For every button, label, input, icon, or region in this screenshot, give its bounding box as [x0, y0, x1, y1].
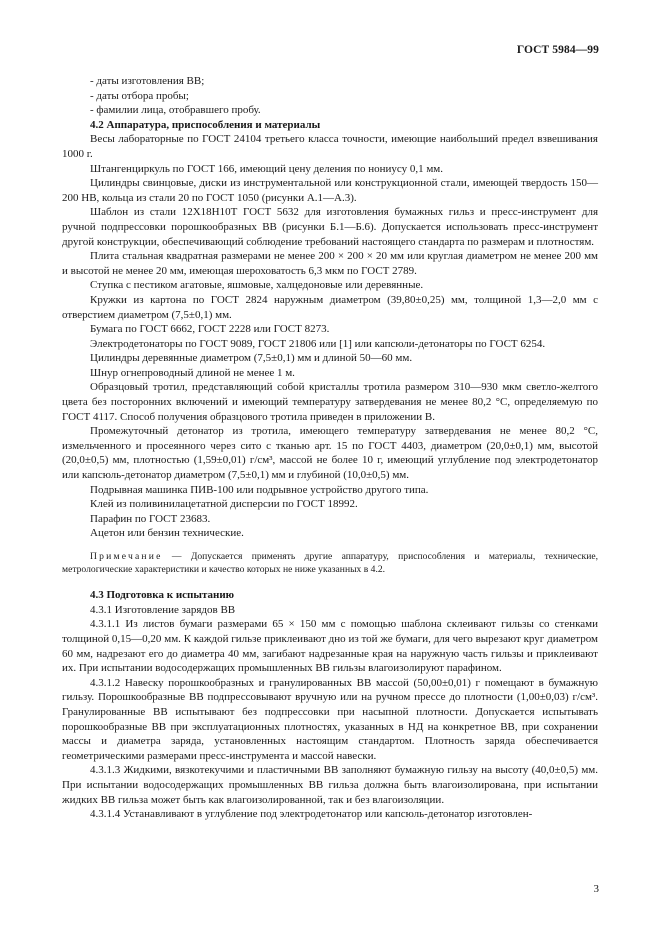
paragraph: Парафин по ГОСТ 23683. — [90, 512, 211, 525]
paragraph: Цилиндры свинцовые, диски из инструментальной или конструкционной стали, имеющей твердость 150—200 НВ, кольца из стали 20 по ГОСТ 1050 (рисунки А.1—А.3). — [62, 177, 598, 204]
standard-code-header: ГОСТ 5984—99 — [516, 44, 599, 56]
section-heading-4-3: 4.3 Подготовка к испытанию — [90, 589, 235, 602]
section-heading-4-2: 4.2 Аппаратура, приспособления и материалы — [90, 118, 321, 131]
subsection-heading: 4.3.1 Изготовление зарядов ВВ — [90, 603, 236, 616]
document-body — [62, 74, 598, 822]
paragraph: Кружки из картона по ГОСТ 2824 наружным диаметром (39,80±0,25) мм, толщиной 1,3—2,0 мм с отверстием диаметром (7,5±0,1) мм. — [62, 293, 598, 321]
paragraph: Штангенциркуль по ГОСТ 166, имеющий цену деления по нониусу 0,1 мм. — [90, 162, 444, 175]
paragraph: Промежуточный детонатор из тротила, имеющего температуру затвердевания не менее 80,2 °С, измельченного и просеянного через сито с тканью арт. 15 по ГОСТ 4403, диаметром (20,0±0,1) мм, высотой (20,0±0,5) мм, плотностью (1,59±0,01) г/см³, массой не более 10 г, имеющий углубление под электродетонатор или капсюль-детонатор диаметром (7,5±0,1) мм и глубиной (10,0±0,5) мм. — [62, 425, 598, 482]
paragraph: Электродетонаторы по ГОСТ 9089, ГОСТ 21806 или [1] или капсюли-детонаторы по ГОСТ 6254. — [90, 337, 546, 350]
paragraph: Ступка с пестиком агатовые, яшмовые, халцедоновые или деревянные. — [90, 279, 424, 292]
list-item: - фамилии лица, отобравшего пробу. — [90, 104, 261, 117]
paragraph: Шаблон из стали 12Х18Н10Т ГОСТ 5632 для изготовления бумажных гильз и пресс-инструмент для ручной подпрессовки порошкообразных ВВ (рисунки Б.1—Б.6). Допускается использовать пресс-инструмент другой конструкции, обеспечивающий соблюдение требований настоящего стандарта по размерам и плотностям. — [62, 206, 598, 248]
paragraph: 4.3.1.1 Из листов бумаги размерами 65 × 150 мм с помощью шаблона склеивают гильзы со стенками толщиной 0,15—0,20 мм. К каждой гильзе приклеивают дно из той же бумаги, для чего вырезают круг диаметром 60 мм, надрезают его до диаметра 40 мм, загибают надрезанные края на наружную часть гильзы и приклеивают их. При испытании водосодержащих промышленных ВВ гильзы влагоизолируют парафином. — [62, 618, 598, 675]
paragraph: Образцовый тротил, представляющий собой кристаллы тротила размером 310—930 мкм светло-желтого цвета без посторонних включений и имеющий температуру затвердевания не менее 80,2 °С, определяемую по ГОСТ 4117. Способ получения образцового тротила приведен в приложении В. — [62, 381, 598, 423]
paragraph: Плита стальная квадратная размерами не менее 200 × 200 × 20 мм или круглая диаметром не менее 200 мм и высотой не менее 20 мм, имеющая шероховатость 6,3 мкм по ГОСТ 2789. — [62, 250, 598, 277]
paragraph: 4.3.1.4 Устанавливают в углубление под электродетонатор или капсюль-детонатор изготовлен- — [90, 808, 533, 821]
note-label: Примечание — [90, 551, 163, 562]
paragraph: Весы лабораторные по ГОСТ 24104 третьего класса точности, имеющие наибольший предел взвешивания 1000 г. — [62, 133, 598, 160]
list-item: - даты изготовления ВВ; — [90, 75, 205, 87]
paragraph: Бумага по ГОСТ 6662, ГОСТ 2228 или ГОСТ 8273. — [90, 323, 330, 336]
paragraph: Подрывная машинка ПИВ-100 или подрывное устройство другого типа. — [90, 483, 429, 496]
list-item: - даты отбора пробы; — [90, 89, 189, 102]
note — [62, 551, 598, 576]
paragraph: Ацетон или бензин технические. — [90, 527, 244, 540]
paragraph: Шнур огнепроводный длиной не менее 1 м. — [90, 366, 295, 379]
paragraph: Цилиндры деревянные диаметром (7,5±0,1) мм и длиной 50—60 мм. — [90, 352, 413, 365]
note-text: — Допускается применять другие аппаратуру, приспособления и материалы, технические, метрологические характеристики и качество которых не ниже указанных в 4.2. — [62, 551, 598, 575]
page-number: 3 — [593, 883, 599, 895]
paragraph: 4.3.1.2 Навеску порошкообразных и гранулированных ВВ массой (50,00±0,01) г помещают в бумажную гильзу. Порошкообразные ВВ подпрессовывают вручную или на ручном прессе до плотности (1,00±0,03) г/см³. Гранулированные ВВ испытывают без подпрессовки при насыпной плотности. Допускается испытывать порошкообразные ВВ при эксплуатационных плотностях, указанных в НД на конкретное ВВ, при сохранении массы и диаметра заряда, установленных настоящим стандартом. Плотность заряда обеспечивается геометрическими размерами пресс-инструмента и массой навески. — [62, 676, 598, 762]
paragraph: 4.3.1.3 Жидкими, вязкотекучими и пластичными ВВ заполняют бумажную гильзу на высоту (40,0±0,5) мм. При испытании водосодержащих промышленных ВВ гильза должна быть влагоизолирована, при испытании жидких ВВ гильза может быть как влагоизолированной, так и без влагоизоляции. — [62, 764, 598, 806]
paragraph: Клей из поливинилацетатной дисперсии по ГОСТ 18992. — [90, 498, 358, 511]
